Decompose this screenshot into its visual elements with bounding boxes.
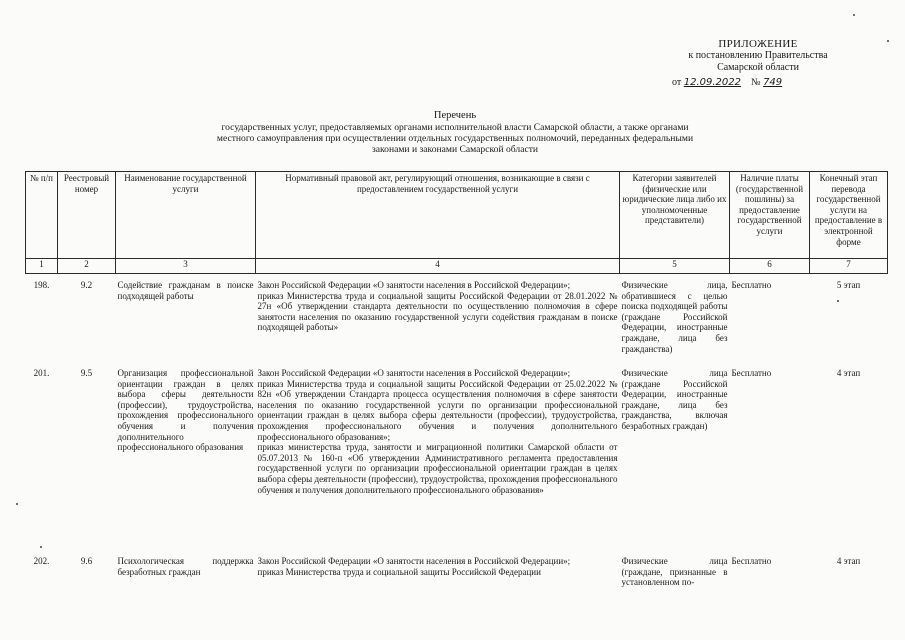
legal-act: приказ Министерства труда и социальной защиты Российской Федерации [257, 566, 541, 577]
fee: Бесплатно [731, 556, 772, 566]
legal-act: Закон Российской Федерации «О занятости населения в Российской Федерации»; [257, 368, 571, 378]
scan-speck [837, 300, 839, 302]
table-header-row [26, 172, 888, 259]
stage: 4 этап [836, 556, 861, 566]
legal-act: Закон Российской Федерации «О занятости населения в Российской Федерации»; [257, 556, 571, 566]
legal-acts [256, 274, 620, 365]
service-name: Содействие гражданам в поиске подходящей работы [117, 280, 254, 301]
column-number-row [26, 259, 888, 274]
date-prefix: от [672, 77, 682, 88]
appendix-block [668, 38, 848, 89]
scan-speck [853, 14, 855, 16]
appendix-title: ПРИЛОЖЕНИЕ [718, 38, 798, 50]
heading-line-2: государственных услуг, предоставляемых органами исполнительной власти Самарской области, а также органами [221, 122, 689, 133]
row-number: 198. [33, 280, 50, 290]
scan-speck [887, 40, 889, 42]
registry-number: 9.5 [80, 368, 93, 378]
decree-number: 749 [763, 77, 783, 88]
service-name: Организация профессиональной ориентации граждан в целях выбора сферы деятельности (профессии), трудоустройства, прохождения профессионального обучения и получения дополнительного профессионального образования [117, 368, 254, 453]
legal-act: Закон Российской Федерации «О занятости населения в Российской Федерации»; [257, 280, 571, 290]
appendix-date-line [668, 77, 848, 89]
legal-acts [256, 364, 620, 552]
legal-act: приказ министерства труда, занятости и миграционной политики Самарской области от 05.07.2013 № 160-п «Об утверждении Административного регламента предоставления государственной услуги по организации профессиональной ориентации граждан в целях выбора сферы деятельности (профессии), трудоустройства, прохождения профессионального обучения и получения дополнительного профессионального образования» [257, 442, 618, 495]
header-registry: Реестровый номер [58, 172, 116, 259]
table-row [26, 274, 888, 365]
column-number: 2 [58, 259, 116, 274]
column-number: 1 [26, 259, 58, 274]
list-heading [175, 110, 735, 155]
header-legal-act: Нормативный правовой акт, регулирующий отношения, возникающие в связи с предоставлением государственной услуги [256, 172, 620, 259]
heading-title: Перечень [433, 110, 477, 121]
stage: 4 этап [836, 368, 861, 378]
legal-act: приказ Министерства труда и социальной защиты Российской Федерации от 28.01.2022 № 27н «Об утверждении стандарта деятельности по осуществлению полномочия в сфере занятости населения по оказанию государственной услуги содействия гражданам в поиске подходящей работы» [257, 290, 618, 333]
table-row [26, 552, 888, 590]
applicants: Физические лица (граждане Российской Федерации, иностранные граждане, лица без гражданства, включая безработных граждан) [621, 368, 728, 431]
fee: Бесплатно [731, 280, 772, 290]
column-number: 3 [116, 259, 256, 274]
service-name: Психологическая поддержка безработных граждан [117, 556, 254, 577]
registry-number: 9.6 [80, 556, 93, 566]
applicants: Физические лица, обратившиеся с целью поиска подходящей работы (граждане Российской Федерации, иностранные граждане, лица без гражданства) [621, 280, 728, 354]
header-applicants: Категории заявителей (физические или юридические лица либо их уполномоченные представители) [620, 172, 730, 259]
column-number: 5 [620, 259, 730, 274]
row-number: 202. [33, 556, 50, 566]
appendix-line-2: Самарской области [717, 62, 799, 73]
header-stage: Конечный этап перевода государственной услуги на предоставление в электронной форме [810, 172, 888, 259]
registry-number: 9.2 [80, 280, 93, 290]
decree-date: 12.09.2022 [683, 77, 742, 88]
header-fee: Наличие платы (государственной пошлины) за предоставление государственной услуги [730, 172, 810, 259]
table-row [26, 364, 888, 552]
header-number: № п/п [26, 172, 58, 259]
appendix-line-1: к постановлению Правительства [688, 50, 828, 61]
fee: Бесплатно [731, 368, 772, 378]
heading-line-4: законами и законами Самарской области [371, 144, 539, 155]
row-number: 201. [33, 368, 50, 378]
services-table [25, 171, 888, 590]
stage: 5 этап [836, 280, 861, 290]
heading-line-3: местного самоуправления при осуществлении отдельных государственных полномочий, переданных федеральными [216, 133, 694, 144]
header-service-name: Наименование государственной услуги [116, 172, 256, 259]
legal-acts [256, 552, 620, 590]
column-number: 6 [730, 259, 810, 274]
scan-speck [16, 503, 18, 505]
column-number: 4 [256, 259, 620, 274]
scan-speck [40, 546, 42, 548]
legal-act: приказ Министерства труда и социальной защиты Российской Федерации от 25.02.2022 № 82н «Об утверждении Стандарта процесса осуществления полномочия в сфере занятости населения по оказанию государственной услуги по организации профессиональной ориентации граждан в целях выбора сферы деятельности (профессии), трудоустройства, прохождения профессионального обучения и получения дополнительного профессионального образования»; [257, 378, 618, 442]
applicants: Физические лица (граждане, признанные в установленном по- [621, 556, 728, 588]
column-number: 7 [810, 259, 888, 274]
number-prefix: № [751, 77, 761, 88]
